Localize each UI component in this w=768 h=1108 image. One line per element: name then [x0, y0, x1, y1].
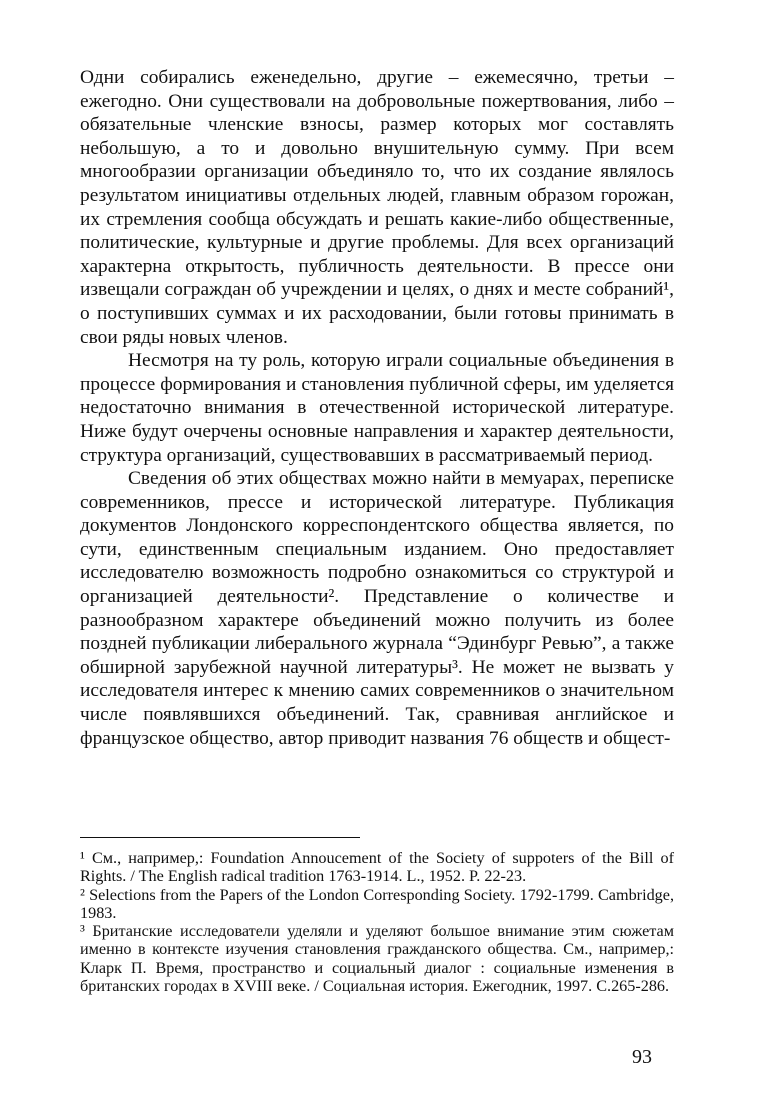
- page-number: 93: [632, 1046, 652, 1068]
- paragraph-2: Несмотря на ту роль, которую играли социальные объединения в процессе формирования и становления публичной сферы, им уделяется недостаточно внимания в отечественной исторической литературе. Ниже будут очерчены основные направления и характер деятельности, структура организаций, существовавших в рассматриваемый период.: [80, 350, 674, 466]
- paragraph-1: Одни собирались еженедельно, другие – ежемесячно, третьи – ежегодно. Они существовали на добровольные пожертвования, либо – обязательные членские взносы, размер которых мог составлять небольшую, а то и довольно внушительную сумму. При всем многообразии организации объединяло то, что их создание являлось результатом инициативы отдельных людей, главным образом горожан, их стремления сообща обсуждать и решать какие-либо общественные, политические, культурные и другие проблемы. Для всех организаций характерна открытость, публичность деятельности. В прессе они извещали сограждан об учреждении и целях, о днях и месте собраний¹, о поступивших суммах и их расходовании, были готовы принимать в свои ряды новых членов.: [80, 67, 674, 348]
- footnote-3: ³ Британские исследователи уделяли и уделяют большое внимание этим сюжетам именно в контексте изучения становления гражданского общества. См., например,: Кларк П. Время, пространство и социальный диалог : социальные изменения в британских городах в XVIII веке. / Социальная история. Ежегодник, 1997. С.265-286.: [80, 922, 674, 996]
- footnote-1: ¹ См., например,: Foundation Annoucement of the Society of suppoters of the Bill of Rights. / The English radical tradition 1763-1914. L., 1952. P. 22-23.: [80, 849, 674, 886]
- footnote-2: ² Selections from the Papers of the London Corresponding Society. 1792-1799. Cambridge, 1983.: [80, 885, 674, 922]
- main-text: [80, 66, 674, 750]
- footnotes: [80, 849, 674, 995]
- footnote-divider: [80, 837, 360, 838]
- paragraph-3: Сведения об этих обществах можно найти в мемуарах, переписке современников, прессе и исторической литературе. Публикация документов Лондонского корреспондентского общества является, по сути, единственным специальным изданием. Оно предоставляет исследователю возможность подробно ознакомиться со структурой и организацией деятельности². Представление о количестве и разнообразном характере объединений можно получить из более поздней публикации либерального журнала “Эдинбург Ревью”, а также обширной зарубежной научной литературы³. Не может не вызвать у исследователя интерес к мнению самих современников о значительном числе появлявшихся объединений. Так, сравнивая английское и французское общество, автор приводит названия 76 обществ и общест-: [80, 468, 674, 749]
